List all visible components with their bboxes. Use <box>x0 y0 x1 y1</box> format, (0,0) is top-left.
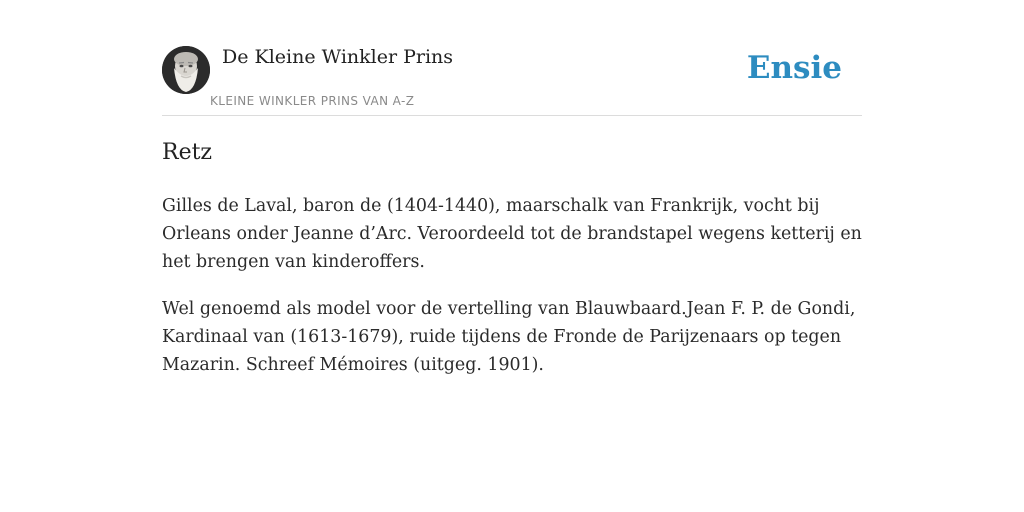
bearded-man-portrait-icon <box>162 46 210 94</box>
brand-logo-link[interactable]: Ensie <box>746 50 842 86</box>
book-subtitle[interactable]: KLEINE WINKLER PRINS VAN A-Z <box>210 94 415 108</box>
avatar[interactable] <box>162 46 210 94</box>
entry-paragraph: Wel genoemd als model voor de vertelling van Blauwbaard.Jean F. P. de Gondi, Kardinaal van (1613-1679), ruide tijdens de Fronde de Parijzenaars op tegen Mazarin. Schreef Mémoires (uitgeg. 1901). <box>162 299 856 375</box>
entry-paragraph: Gilles de Laval, baron de (1404-1440), maarschalk van Frankrijk, vocht bij Orleans onder Jeanne d’Arc. Veroordeeld tot de brandstapel wegens ketterij en het brengen van kinderoffers. <box>162 196 862 272</box>
entry-title: Retz <box>162 140 213 165</box>
header <box>162 38 862 116</box>
entry-content <box>162 192 868 398</box>
book-title[interactable]: De Kleine Winkler Prins <box>222 46 454 68</box>
